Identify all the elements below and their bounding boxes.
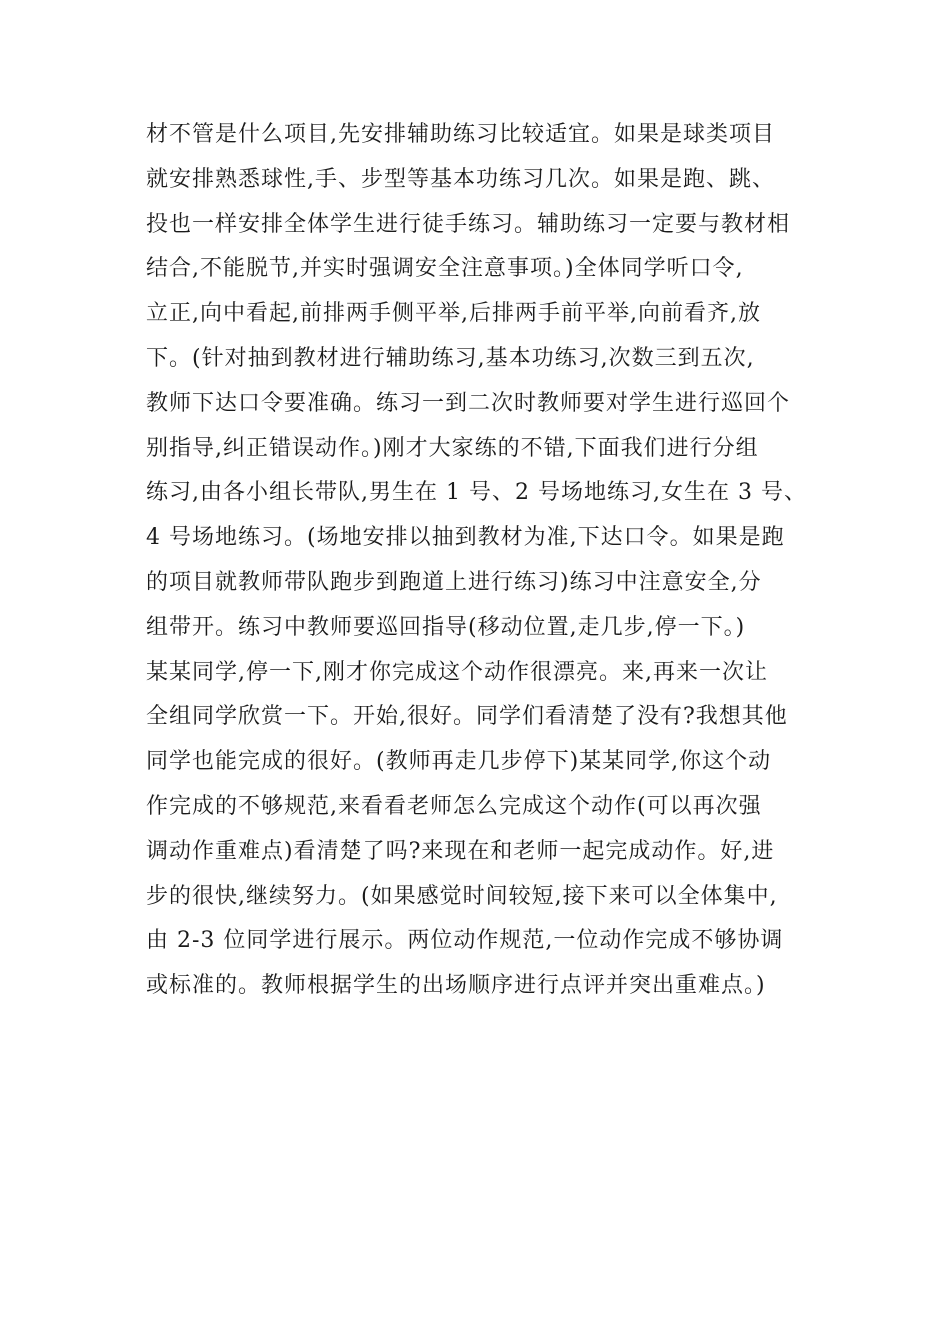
- text-line: 立正,向中看起,前排两手侧平举,后排两手前平举,向前看齐,放: [146, 301, 761, 327]
- text-line: 步的很快,继续努力。(如果感觉时间较短,接下来可以全体集中,: [146, 883, 778, 909]
- text-line: 别指导,纠正错误动作。)刚才大家练的不错,下面我们进行分组: [146, 435, 759, 461]
- body-text: [146, 113, 826, 1009]
- text-line: 的项目就教师带队跑步到跑道上进行练习)练习中注意安全,分: [146, 569, 762, 595]
- text-line: 教师下达口令要准确。练习一到二次时教师要对学生进行巡回个: [146, 390, 791, 416]
- text-line: 由 2-3 位同学进行展示。两位动作规范,一位动作完成不够协调: [146, 928, 784, 954]
- text-line: 结合,不能脱节,并实时强调安全注意事项。)全体同学听口令,: [146, 256, 744, 282]
- text-line: 全组同学欣赏一下。开始,很好。同学们看清楚了没有?我想其他: [146, 704, 788, 730]
- text-line: 就安排熟悉球性,手、步型等基本功练习几次。如果是跑、跳、: [146, 166, 775, 192]
- text-line: 组带开。练习中教师要巡回指导(移动位置,走几步,停一下。): [146, 614, 746, 640]
- text-line: 同学也能完成的很好。(教师再走几步停下)某某同学,你这个动: [146, 749, 772, 775]
- text-line: 下。(针对抽到教材进行辅助练习,基本功练习,次数三到五次,: [146, 345, 755, 371]
- text-line: 或标准的。教师根据学生的出场顺序进行点评并突出重难点。): [146, 973, 766, 999]
- text-line: 4 号场地练习。(场地安排以抽到教材为准,下达口令。如果是跑: [146, 525, 785, 551]
- text-line: 练习,由各小组长带队,男生在 1 号、2 号场地练习,女生在 3 号、: [146, 480, 807, 506]
- text-line: 调动作重难点)看清楚了吗?来现在和老师一起完成动作。好,进: [146, 838, 775, 864]
- text-line: 材不管是什么项目,先安排辅助练习比较适宜。如果是球类项目: [146, 122, 775, 147]
- text-line: 某某同学,停一下,刚才你完成这个动作很漂亮。来,再来一次让: [146, 659, 768, 685]
- text-line: 作完成的不够规范,来看看老师怎么完成这个动作(可以再次强: [146, 793, 762, 819]
- text-line: 投也一样安排全体学生进行徒手练习。辅助练习一定要与教材相: [146, 211, 791, 237]
